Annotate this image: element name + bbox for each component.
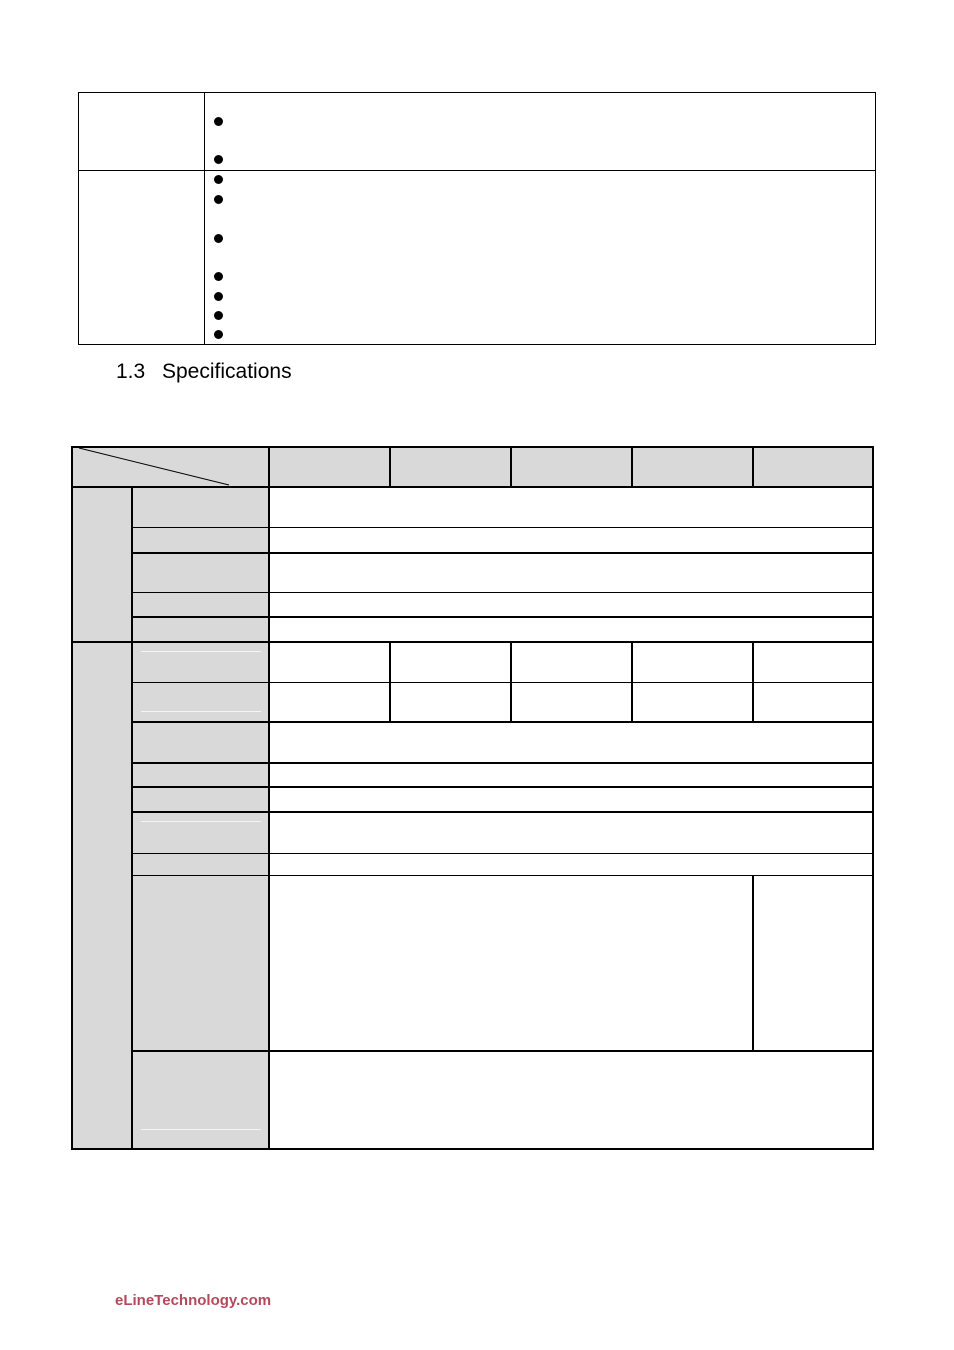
bullet-icon	[214, 117, 223, 126]
section-number: 1.3	[116, 360, 146, 383]
bullet-icon	[214, 330, 223, 339]
features-table	[78, 92, 876, 345]
bullet-icon	[214, 311, 223, 320]
section-title: Specifications	[162, 360, 292, 383]
bullet-icon	[214, 195, 223, 204]
header-diagonal	[71, 446, 269, 487]
features-table-row-divider	[78, 170, 876, 171]
section-heading	[116, 360, 292, 384]
bullet-icon	[214, 234, 223, 243]
features-table-divider	[204, 92, 205, 345]
bullet-icon	[214, 272, 223, 281]
specifications-table	[71, 446, 874, 1150]
footer-brand: eLineTechnology.com	[115, 1292, 272, 1309]
bullet-icon	[214, 155, 223, 164]
category-column	[71, 487, 132, 1150]
bullet-icon	[214, 292, 223, 301]
bullet-icon	[214, 175, 223, 184]
